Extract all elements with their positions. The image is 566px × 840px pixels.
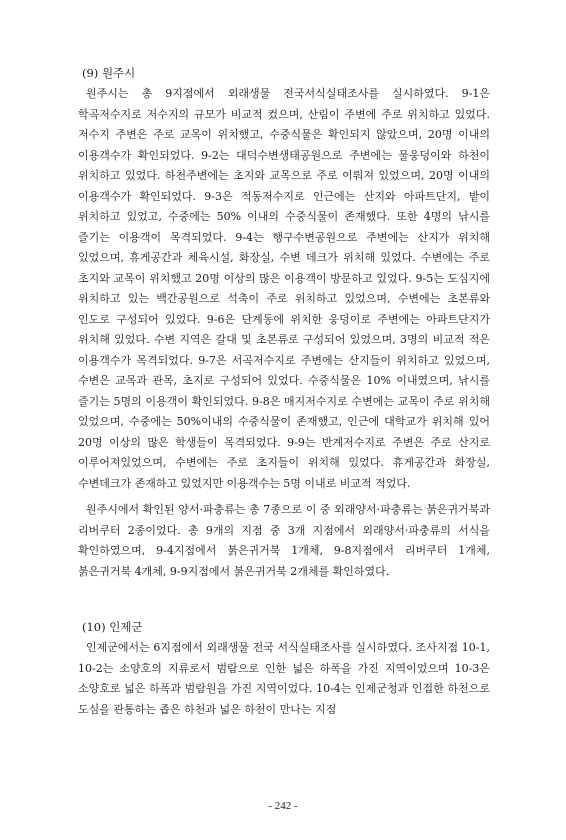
document-body (78, 62, 490, 720)
paragraph-wonju-survey: 원주시는 총 9지점에서 외래생물 전국서식실태조사를 실시하였다. 9-1은 학곡저수지로 저수지의 규모가 비교적 컸으며, 산림이 주변에 주로 위치하고 있었다. 저수지 주변은 주로 교목이 위치했고, 수중식물은 확인되지 않았으며, 20명 이내의 이용객수가 확인되었다. 9-2는 대덕수변생태공원으로 주변에는 물웅덩이와 하천이 위치하고 있었다. 하천주변에는 초지와 교목으로 주로 이뤄져 있었으며, 20명 이내의 이용객수가 확인되었다. 9-3은 적동저수지로 인근에는 산지와 아파트단지, 밭이 위치하고 있었고, 수중에는 50% 이내의 수중식물이 존재했다. 또한 4명의 낚시를 즐기는 이용객이 목격되었다. 9-4는 행구수변공원으로 주변에는 산지가 위치해 있었으며, 휴게공간과 체육시설, 화장실, 수변 데크가 위치해 있었다. 수변에는 주로 초지와 교목이 위치했고 20명 이상의 많은 이용객이 방문하고 있었다. 9-5는 도심지에 위치하고 있는 백간공원으로 석축이 주로 위치하고 있었으며, 수변에는 초본류와 인도로 구성되어 있었다. 9-6은 단계동에 위치한 웅덩이로 주변에는 아파트단지가 위치해 있었다. 수변 지역은 갈대 및 초본류로 구성되어 있었으며, 3명의 비교적 적은 이용객수가 목격되었다. 9-7은 서곡저수지로 주변에는 산지들이 위치하고 있었으며, 수변은 교목과 관목, 초지로 구성되어 있었다. 수중식물은 10% 이내였으며, 낚시를 즐기는 5명의 이용객이 확인되었다. 9-8은 매지저수지로 수변에는 교목이 주로 위치해 있었으며, 수중에는 50%이내의 수중식물이 존재했고, 인근에 대학교가 위치해 있어 20명 이상의 많은 학생들이 목격되었다. 9-9는 반계저수지로 주변은 주로 산지로 이루어져있었으며, 수변에는 주로 초지들이 위치해 있었다. 휴게공간과 화장실, 수변데크가 존재하고 있었지만 이용객수는 5명 이내로 비교적 적었다. (78, 87, 490, 490)
section-heading-inje: (10) 인제군 (82, 620, 143, 634)
section-inje (78, 616, 490, 720)
section-spacer (78, 582, 490, 616)
page-number: - 242 - (268, 800, 298, 812)
section-heading-wonju: (9) 원주시 (82, 66, 136, 80)
paragraph-inje-survey: 인제군에서는 6지점에서 외래생물 전국 서식실태조사를 실시하였다. 조사지점 10-1, 10-2는 소양호의 지류로서 범람으로 인한 넓은 하폭을 가진 지역이었으며 10-3은 소양호로 넓은 하폭과 범람원을 가진 지역이었다. 10-4는 인제군청과 인접한 하천으로 도심을 관통하는 좁은 하천과 넓은 하천이 만나는 지점 (78, 641, 490, 716)
section-wonju (78, 62, 490, 582)
paragraph-wonju-reptiles: 원주시에서 확인된 양서·파충류는 총 7종으로 이 중 외래양서·파충류는 붉은귀거북과 리버쿠터 2종이었다. 총 9개의 지점 중 3개 지점에서 외래양서·파충류의 서식을 확인하였으며, 9-4지점에서 붉은귀거북 1개체, 9-8지점에서 리버쿠터 1개체, 붉은귀거북 4개체, 9-9지점에서 붉은귀거북 2개체를 확인하였다. (78, 503, 490, 578)
